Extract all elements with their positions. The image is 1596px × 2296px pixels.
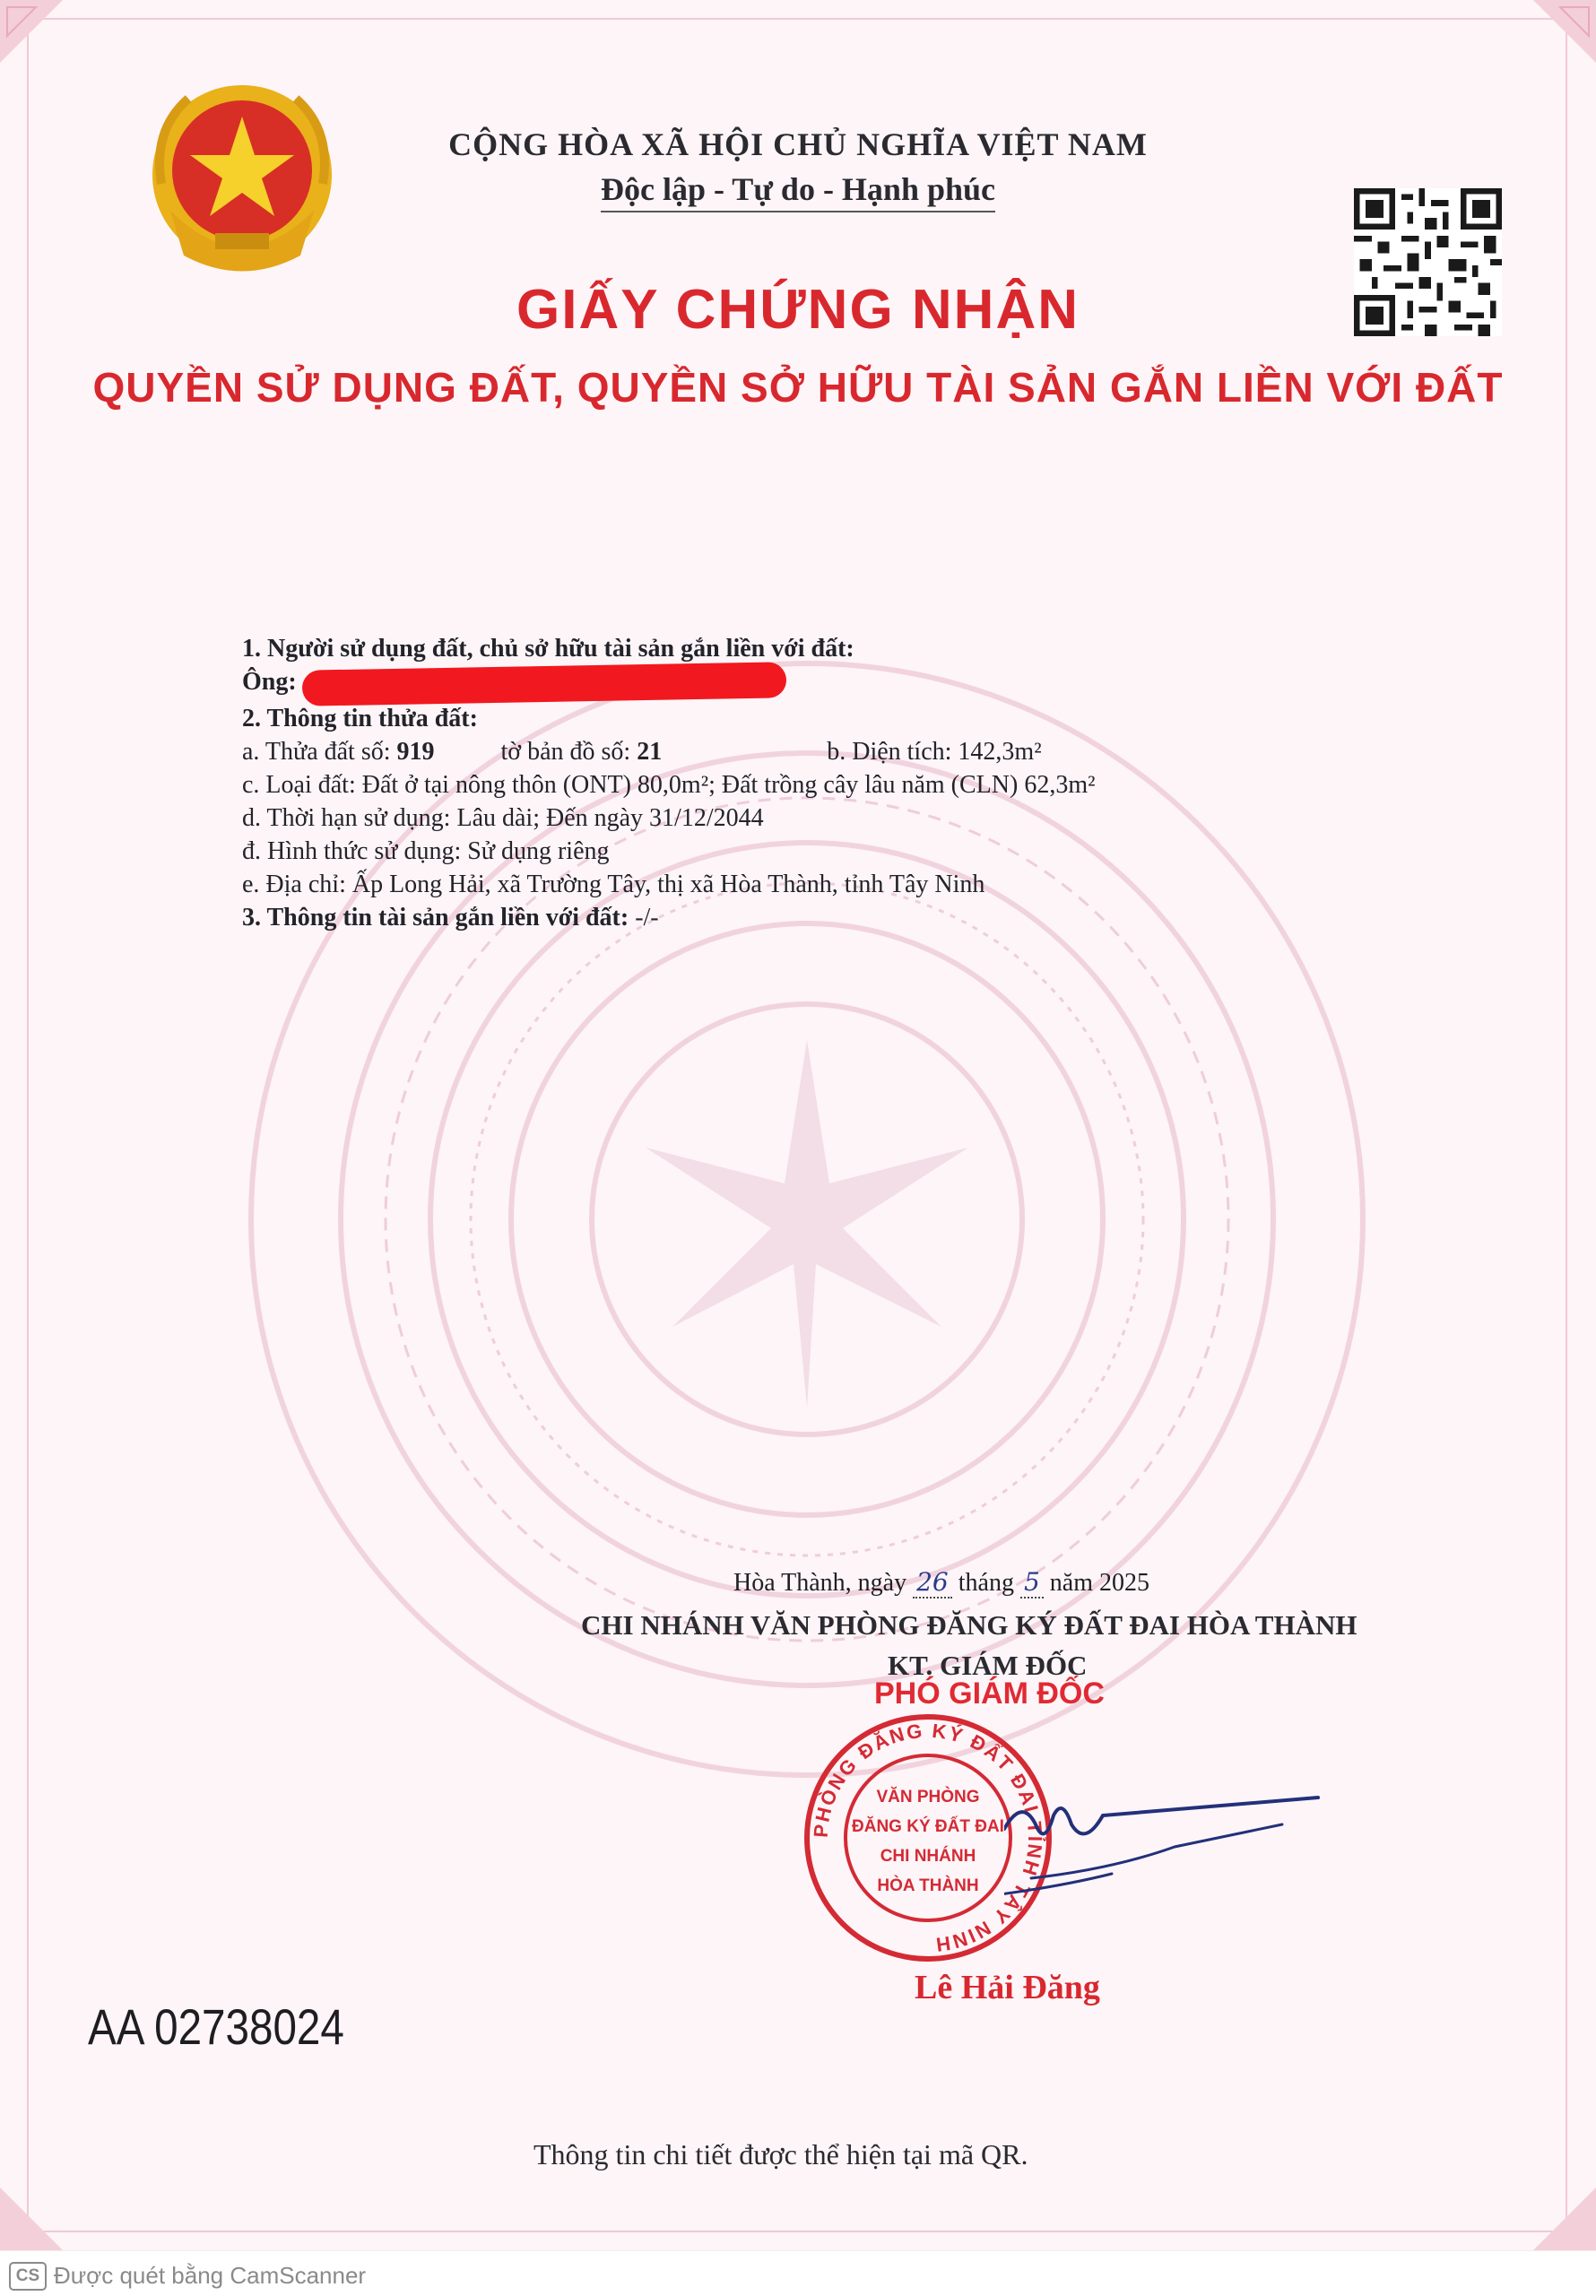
corner-ornament [1533, 0, 1596, 63]
certificate-title: GIẤY CHỨNG NHẬN [516, 279, 1080, 341]
stamp-line-4: HÒA THÀNH [877, 1876, 979, 1895]
section-2-heading: 2. Thông tin thửa đất: [242, 704, 478, 732]
owner-prefix: Ông: [242, 668, 297, 696]
area-label: b. Diện tích: [827, 737, 952, 766]
certificate-body [242, 632, 1408, 934]
year-label: năm 2025 [1049, 1569, 1150, 1597]
land-type-line: c. Loại đất: Đất ở tại nông thôn (ONT) 80,0m²; Đất trồng cây lâu năm (CLN) 62,3m² [242, 770, 1096, 799]
parcel-line [242, 735, 1408, 768]
month-label: tháng [958, 1569, 1014, 1597]
national-motto [341, 170, 1255, 208]
stamp-line-1: VĂN PHÒNG [876, 1788, 980, 1806]
redacted-owner-name [301, 662, 786, 706]
scanner-footer [0, 2250, 1596, 2296]
section-3-heading: 3. Thông tin tài sản gắn liền với đất: [242, 903, 629, 931]
corner-ornament [0, 0, 63, 63]
parcel-label: a. Thửa đất số: [242, 737, 391, 766]
corner-ornament [1533, 2188, 1596, 2250]
qr-note: Thông tin chi tiết được thể hiện tại mã QR. [533, 2138, 1028, 2170]
section-1-heading: 1. Người sử dụng đất, chủ sở hữu tài sản gắn liền với đất: [242, 635, 854, 663]
date-day: 26 [913, 1567, 952, 1599]
section-3-line [242, 901, 1408, 934]
stamp-ring-text: PHÒNG ĐĂNG KÝ ĐẤT ĐAI TỈNH TÂY NINH [809, 1719, 1047, 1956]
deputy-director-title: PHÓ GIÁM ĐỐC [874, 1677, 1105, 1711]
owner-line [242, 665, 1408, 702]
handwritten-signature [1004, 1762, 1327, 1941]
camscanner-label: Được quét bằng CamScanner [54, 2262, 367, 2289]
usage-form-line: đ. Hình thức sử dụng: Sử dụng riêng [242, 836, 610, 865]
nation-heading: CỘNG HÒA XÃ HỘI CHỦ NGHĨA VIỆT NAM [448, 126, 1148, 162]
parcel-number: 919 [396, 737, 435, 766]
issuing-office: CHI NHÁNH VĂN PHÒNG ĐĂNG KÝ ĐẤT ĐAI HÒA THÀNH [581, 1609, 1357, 1641]
stamp-line-3: CHI NHÁNH [880, 1847, 976, 1866]
area-value: 142,3m² [958, 737, 1042, 766]
section-3-value: -/- [635, 903, 659, 931]
motto-text: Độc lập - Tự do - Hạnh phúc [601, 171, 995, 212]
place-date-prefix: Hòa Thành, ngày [733, 1569, 907, 1597]
signer-name: Lê Hải Đăng [915, 1969, 1100, 2006]
corner-ornament [0, 2188, 63, 2250]
national-emblem-icon [143, 76, 341, 282]
map-number: 21 [637, 737, 663, 766]
director-title: KT. GIÁM ĐỐC [888, 1650, 1088, 1681]
certificate-serial-number: AA 02738024 [88, 1998, 344, 2055]
certificate-subtitle: QUYỀN SỬ DỤNG ĐẤT, QUYỀN SỞ HỮU TÀI SẢN GẮN LIỀN VỚI ĐẤT [92, 364, 1504, 411]
stamp-line-2: ĐĂNG KÝ ĐẤT ĐAI [852, 1817, 1004, 1836]
term-line: d. Thời hạn sử dụng: Lâu dài; Đến ngày 31/12/2044 [242, 803, 764, 832]
map-label: tờ bản đồ số: [500, 737, 631, 766]
address-line: e. Địa chỉ: Ấp Long Hải, xã Trường Tây, thị xã Hòa Thành, tỉnh Tây Ninh [242, 870, 985, 898]
camscanner-logo-icon: CS [9, 2262, 47, 2291]
qr-code-icon [1354, 188, 1502, 336]
date-month: 5 [1020, 1567, 1044, 1599]
place-and-date [733, 1567, 1149, 1598]
